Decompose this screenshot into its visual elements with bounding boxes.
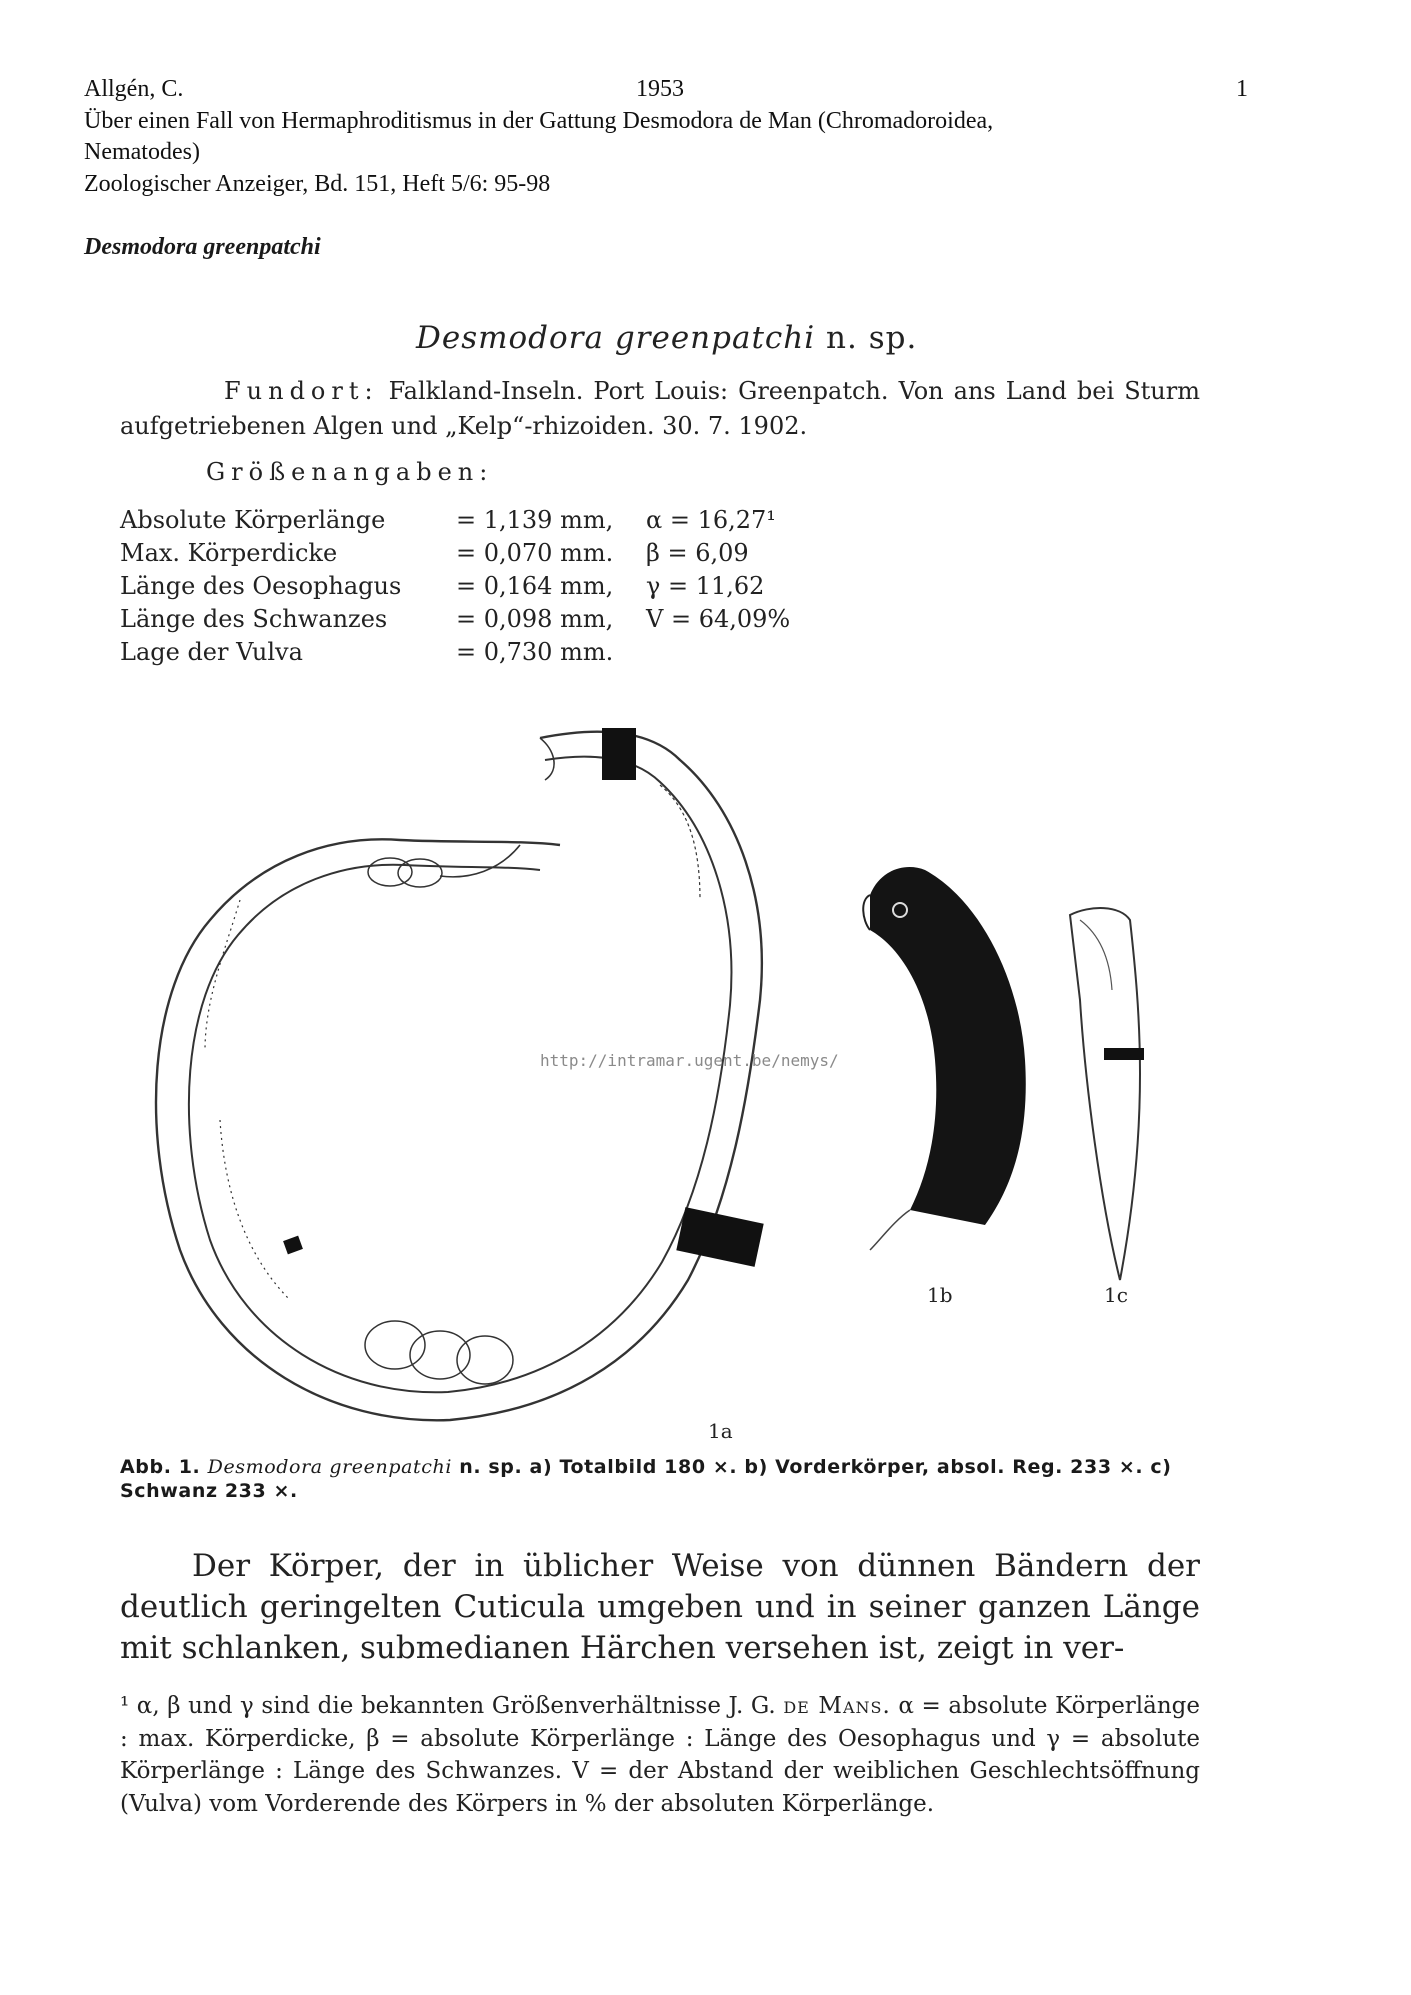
- paper-title-line-1: Über einen Fall von Hermaphroditismus in der Gattung Desmodora de Man (Chromadoroidea,: [84, 108, 994, 134]
- legend-species: Desmodora greenpatchi: [207, 1456, 452, 1478]
- measurement-ratio: β = 6,09: [646, 538, 749, 567]
- year: 1953: [636, 76, 684, 102]
- scan-title-suffix: n. sp.: [826, 320, 918, 356]
- legend-text: n. sp. a) Totalbild 180 ×. b) Vorderkörper, absol. Reg. 233 ×. c) Schwanz 233 ×.: [120, 1456, 1172, 1502]
- measurement-value: = 1,139 mm,: [456, 505, 614, 534]
- measurement-ratio: γ = 11,62: [646, 571, 765, 600]
- fundort-text: Falkland-Inseln. Port Louis: Greenpatch. Von ans Land bei Sturm aufgetriebenen Algen und „Kelp“-rhizoiden. 30. 7. 1902.: [120, 377, 1200, 440]
- measurement-label: Absolute Körperlänge: [120, 505, 386, 534]
- groessenangaben-heading: Größenangaben:: [206, 458, 494, 486]
- watermark-url: http://intramar.ugent.be/nemys/: [540, 1051, 839, 1070]
- measurement-row: [120, 503, 790, 536]
- measurement-label: Lage der Vulva: [120, 637, 303, 666]
- figure-1b-anterior: [870, 867, 1026, 1225]
- nematode-illustration: [120, 715, 1200, 1445]
- figure-label-1a: 1a: [708, 1419, 733, 1443]
- fundort-label: Fundort:: [224, 377, 379, 405]
- paper-title-line-2: Nematodes): [84, 139, 200, 165]
- measurement-label: Max. Körperdicke: [120, 538, 338, 567]
- figure-label-1b: 1b: [927, 1283, 953, 1307]
- measurement-value: = 0,070 mm.: [456, 538, 614, 567]
- footnote-rest: α = absolute Körperlänge : max. Körperdicke, β = absolute Körperlänge : Länge des Oesophagus und γ = absolute Körperlänge : Länge des Schwanzes. V = der Abstand der weiblichen Geschlechtsöffnung (Vulva) vom Vorderende des Körpers in % der absoluten Körperlänge.: [120, 1693, 1201, 1817]
- body-paragraph: Der Körper, der in üblicher Weise von dünnen Bändern der deutlich geringelten Cuticula umgeben und in seiner ganzen Länge mit schlanken, submedianen Härchen versehen ist, zeigt in ver-: [120, 1548, 1200, 1666]
- measurement-row: [120, 602, 790, 635]
- fundort-paragraph: [120, 374, 1200, 444]
- measurement-ratio: [646, 635, 790, 668]
- author: Allgén, C.: [84, 76, 184, 102]
- measurement-label: Länge des Oesophagus: [120, 571, 402, 600]
- scan-title-species: Desmodora greenpatchi: [416, 320, 816, 356]
- legend-prefix: Abb. 1.: [120, 1456, 201, 1478]
- footnote-intro: ¹ α, β und γ sind die bekannten Größenverhältnisse J. G.: [120, 1693, 776, 1719]
- measurement-value: = 0,098 mm,: [456, 604, 614, 633]
- figure-legend: [120, 1455, 1200, 1503]
- citation: Zoologischer Anzeiger, Bd. 151, Heft 5/6: 95-98: [84, 171, 551, 197]
- measurement-ratio: V = 64,09%: [646, 604, 791, 633]
- measurement-value: = 0,730 mm.: [456, 637, 614, 666]
- figure-1c-tail: [1070, 908, 1140, 1280]
- measurement-row: [120, 536, 790, 569]
- footnote: [120, 1690, 1200, 1820]
- species-heading: Desmodora greenpatchi: [84, 234, 321, 260]
- scan-title: [416, 320, 917, 356]
- measurement-ratio: α = 16,27¹: [646, 505, 776, 534]
- figure-1a-body-outline: [156, 732, 762, 1421]
- figure-1a-band-mid: [676, 1207, 763, 1267]
- footnote-name: de Mans.: [783, 1693, 891, 1719]
- figure-1a-band-head: [602, 728, 636, 780]
- measurement-value: = 0,164 mm,: [456, 571, 614, 600]
- page-number: 1: [1236, 76, 1248, 102]
- measurement-label: Länge des Schwanzes: [120, 604, 388, 633]
- measurement-row: [120, 635, 790, 668]
- measurement-row: [120, 569, 790, 602]
- measurements-table: [120, 503, 790, 668]
- figure-label-1c: 1c: [1104, 1283, 1128, 1307]
